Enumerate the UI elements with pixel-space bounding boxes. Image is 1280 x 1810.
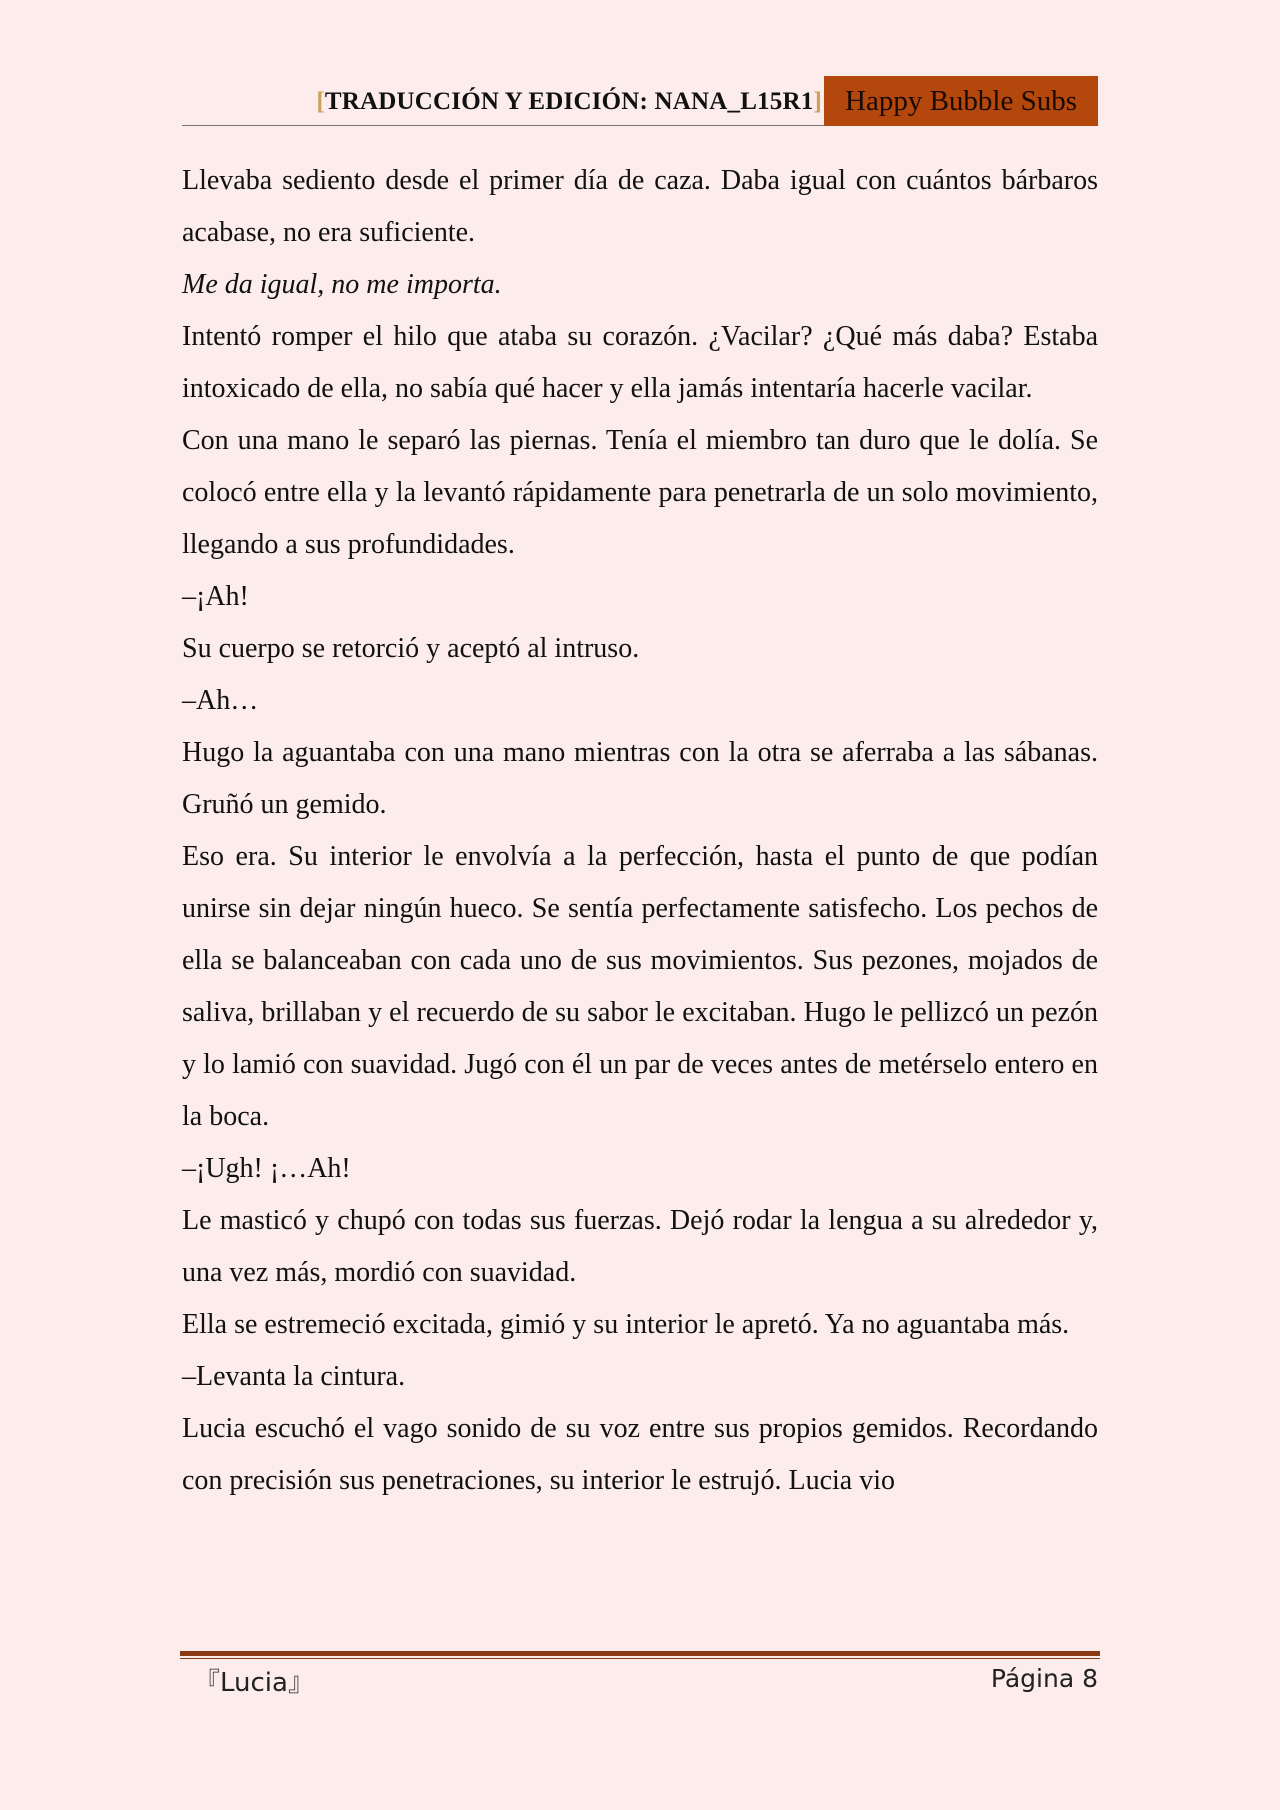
body-paragraph: Su cuerpo se retorció y aceptó al intruso.	[182, 633, 640, 664]
body-paragraph: Intentó romper el hilo que ataba su corazón. ¿Vacilar? ¿Qué más daba? Estaba intoxicado de ella, no sabía qué hacer y ella jamás intentaría hacerle vacilar.	[182, 321, 1098, 404]
credit-text: TRADUCCIÓN Y EDICIÓN: NANA_L15R1	[324, 88, 814, 115]
body-paragraph: Lucia escuchó el vago sonido de su voz entre sus propios gemidos. Recordando con precisión sus penetraciones, su interior le estrujó. Lucia vio	[182, 1413, 1098, 1496]
body-paragraph: Llevaba sediento desde el primer día de caza. Daba igual con cuántos bárbaros acabase, no era suficiente.	[182, 165, 1098, 248]
body-paragraph: –Levanta la cintura.	[182, 1361, 406, 1392]
body-paragraph: Hugo la aguantaba con una mano mientras con la otra se aferraba a las sábanas. Gruñó un gemido.	[182, 737, 1098, 820]
body-paragraph: –¡Ah!	[182, 581, 249, 612]
body-paragraph: Eso era. Su interior le envolvía a la perfección, hasta el punto de que podían unirse sin dejar ningún hueco. Se sentía perfectamente satisfecho. Los pechos de ella se balanceaban con cada uno de sus movimientos. Sus pezones, mojados de saliva, brillaban y el recuerdo de su sabor le excitaban. Hugo le pellizcó un pezón y lo lamió con suavidad. Jugó con él un par de veces antes de metérselo entero en la boca.	[182, 841, 1098, 1132]
page-body	[182, 155, 1098, 1507]
body-paragraph: Le masticó y chupó con todas sus fuerzas. Dejó rodar la lengua a su alrededor y, una vez más, mordió con suavidad.	[182, 1205, 1098, 1288]
body-paragraph: –Ah…	[182, 685, 259, 716]
page-header	[182, 76, 1098, 126]
body-paragraph: Con una mano le separó las piernas. Tenía el miembro tan duro que le dolía. Se colocó entre ella y la levantó rápidamente para penetrarla de un solo movimiento, llegando a sus profundidades.	[182, 425, 1098, 560]
credit-bracket-open: [	[316, 88, 325, 115]
body-paragraph: Ella se estremeció excitada, gimió y su interior le apretó. Ya no aguantaba más.	[182, 1309, 1070, 1340]
credit-bracket-close: ]	[813, 88, 822, 115]
footer-divider-thick	[180, 1651, 1100, 1656]
page-number: Página 8	[990, 1664, 1098, 1693]
book-title: 『Lucia』	[194, 1668, 314, 1698]
body-paragraph: –¡Ugh! ¡…Ah!	[182, 1153, 351, 1184]
body-paragraph: Me da igual, no me importa.	[182, 269, 502, 300]
translation-credit	[316, 88, 822, 116]
footer-divider-thin	[180, 1658, 1100, 1659]
header-divider	[182, 125, 824, 126]
group-name-badge: Happy Bubble Subs	[824, 76, 1098, 126]
